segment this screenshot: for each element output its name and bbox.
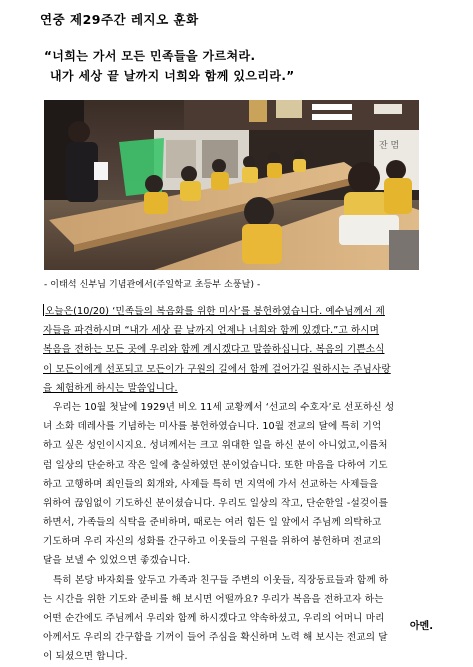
scripture-quote-line-1: “너희는 가서 모든 민족들을 가르쳐라. bbox=[44, 49, 256, 63]
body-line-16: 는 시간을 위한 기도와 준비를 해 보시면 어떨까요? 우리가 복음을 전하고자 하는 bbox=[43, 593, 384, 605]
body-line-8: 하고 싶은 성인이시지요. 성녀께서는 크고 위대한 일을 하신 분이 아니었고,이름처 bbox=[43, 440, 388, 452]
body-line-1: 오늘은(10/20) ‘민족들의 복음화를 위한 미사’를 봉헌하였습니다. 예수님께서 제 bbox=[45, 306, 385, 317]
body-line-3: 복음을 전하는 모든 곳에 우리와 함께 계시겠다고 말씀하십니다. 복음의 기쁜소식 bbox=[43, 344, 385, 356]
closing-amen: 아멘. bbox=[409, 621, 433, 632]
homily-body bbox=[43, 302, 426, 667]
body-line-6: 우리는 10월 첫날에 1929년 비오 11세 교황께서 ‘선교의 수호자’로 선포하신 성 bbox=[53, 401, 395, 413]
body-line-18: 아께서도 우리의 간구함을 기꺼이 들어 주심을 확신하며 노력 해 보시는 전교의 달 bbox=[43, 632, 388, 644]
body-line-13: 기도하며 우리 자신의 성화를 간구하고 이웃들의 구원을 위하여 봉헌하며 전교의 bbox=[43, 536, 382, 548]
body-line-12: 하면서, 가족들의 식탁을 준비하며, 때로는 여러 힘든 일 앞에서 주님께 의탁하고 bbox=[43, 517, 382, 529]
body-line-15: 특히 본당 바자회를 앞두고 가족과 친구들 주변의 이웃들, 직장동료들과 함께 하 bbox=[53, 574, 389, 586]
body-line-19: 이 되셨으면 합니다. bbox=[43, 651, 128, 663]
body-line-17: 어떤 순간에도 주님께서 우리와 함께 하시겠다고 약속하셨고, 우리의 어머니 마리 bbox=[43, 613, 385, 624]
body-line-10: 하고 고행하며 죄인들의 회개와, 사제들 특히 먼 지역에 가서 선교하는 사제들을 bbox=[43, 478, 379, 490]
body-line-5: 을 체험하게 하시는 말씀입니다. bbox=[43, 382, 178, 394]
body-line-4: 이 모든이에게 선포되고 모든이가 구원의 길에서 함께 걸어가길 원하시는 주님사랑 bbox=[43, 363, 391, 375]
wall-sign-text: 잔 멈 bbox=[379, 141, 400, 151]
text-cursor bbox=[43, 304, 44, 316]
church-classroom-photo bbox=[44, 100, 419, 270]
body-line-7: 녀 소화 데레사를 기념하는 미사를 봉헌하였습니다. 10월 전교의 달에 특히 기억 bbox=[43, 421, 382, 433]
document-title: 연중 제29주간 레지오 훈화 bbox=[40, 12, 199, 27]
scripture-quote-line-2: 내가 세상 끝 날까지 너희와 함께 있으리라.” bbox=[50, 69, 295, 83]
photo-caption: - 이태석 신부님 기념관에서(주일학교 초등부 소풍날) - bbox=[44, 280, 261, 290]
body-line-11: 위하여 끊임없이 기도하신 분이셨습니다. 우리도 일상의 작고, 단순한일 -설겆이를 bbox=[43, 497, 389, 509]
body-line-9: 럼 일상의 단순하고 작은 일에 충실하였던 분이었습니다. 또한 마음을 다하여 기도 bbox=[43, 459, 388, 471]
body-line-14: 달을 보낼 수 있었으면 좋겠습니다. bbox=[43, 555, 191, 567]
body-line-2: 자들을 파견하시며 “내가 세상 끝 날까지 언제나 너희와 함께 있겠다.”고 하시며 bbox=[43, 325, 380, 337]
